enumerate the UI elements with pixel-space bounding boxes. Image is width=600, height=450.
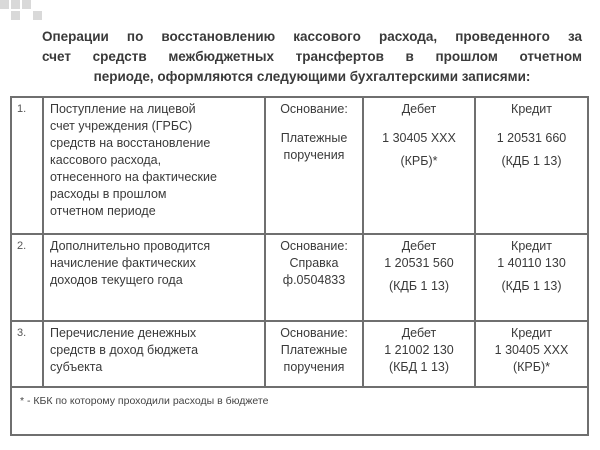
description-line: Перечисление денежных (50, 326, 197, 340)
debit-code: (КДБ 1 13) (388, 279, 450, 293)
credit-label: Кредит (511, 239, 552, 253)
debit-cell (363, 234, 475, 321)
debit-label: Дебет (401, 239, 437, 253)
basis-cell (265, 321, 363, 387)
credit-account: 1 20531 660 (496, 131, 567, 145)
basis-value: Платежные (280, 131, 348, 145)
credit-code: (КРБ)* (512, 360, 550, 374)
basis-label: Основание: (280, 239, 348, 253)
row-number: 1. (11, 97, 43, 234)
basis-label: Основание: (280, 326, 348, 340)
debit-code: (КБД 1 13) (388, 360, 450, 374)
credit-code: (КДБ 1 13) (501, 279, 562, 293)
credit-cell (475, 234, 588, 321)
operation-description (43, 234, 265, 321)
basis-value: Платежные (280, 343, 348, 357)
footnote-row (11, 387, 588, 435)
basis-cell (265, 97, 363, 234)
heading-line-1: Операции по восстановлению кассового расхода, проведенного за (42, 29, 582, 44)
table-row (11, 97, 588, 234)
row-number: 2. (11, 234, 43, 321)
description-line: кассового расхода, (50, 153, 162, 167)
credit-account: 1 40110 130 (497, 256, 566, 270)
credit-cell (475, 321, 588, 387)
table-row (11, 234, 588, 321)
basis-value: Справка (289, 256, 339, 270)
debit-label: Дебет (401, 102, 437, 116)
description-line: доходов текущего года (50, 273, 183, 287)
description-line: средств в доход бюджета (50, 343, 199, 357)
accounting-entries-table (10, 96, 589, 436)
debit-label: Дебет (401, 326, 437, 340)
heading-line-3: периоде, оформляются следующими бухгалтерскими записями: (93, 69, 531, 84)
description-line: начисление фактических (50, 256, 196, 270)
basis-value: поручения (283, 360, 345, 374)
table-row (11, 321, 588, 387)
description-line: отчетном периоде (50, 204, 156, 218)
credit-code: (КДБ 1 13) (501, 154, 562, 168)
debit-code: (КРБ)* (400, 154, 438, 168)
debit-account: 1 21002 130 (384, 343, 454, 357)
decorative-squares (0, 0, 60, 28)
row-number: 3. (11, 321, 43, 387)
description-line: расходы в прошлом (50, 187, 167, 201)
basis-label: Основание: (280, 102, 348, 116)
description-line: средств на восстановление (50, 136, 211, 150)
debit-account: 1 30405 XXX (382, 131, 456, 145)
basis-cell (265, 234, 363, 321)
debit-cell (363, 321, 475, 387)
basis-value: поручения (283, 148, 345, 162)
credit-label: Кредит (511, 102, 552, 116)
operation-description (43, 321, 265, 387)
credit-cell (475, 97, 588, 234)
credit-label: Кредит (511, 326, 552, 340)
debit-cell (363, 97, 475, 234)
credit-account: 1 30405 XXX (494, 343, 569, 357)
heading-line-2: счет средств межбюджетных трансфертов в прошлом отчетном (42, 49, 582, 64)
page-heading (42, 27, 582, 87)
description-line: отнесенного на фактические (50, 170, 217, 184)
debit-account: 1 20531 560 (384, 256, 454, 270)
description-line: Поступление на лицевой (50, 102, 196, 116)
description-line: субъекта (50, 360, 103, 374)
footnote: * - КБК по которому проходили расходы в бюджете (11, 387, 588, 435)
basis-value: ф.0504833 (282, 273, 346, 287)
operation-description (43, 97, 265, 234)
description-line: счет учреждения (ГРБС) (50, 119, 193, 133)
description-line: Дополнительно проводится (50, 239, 211, 253)
